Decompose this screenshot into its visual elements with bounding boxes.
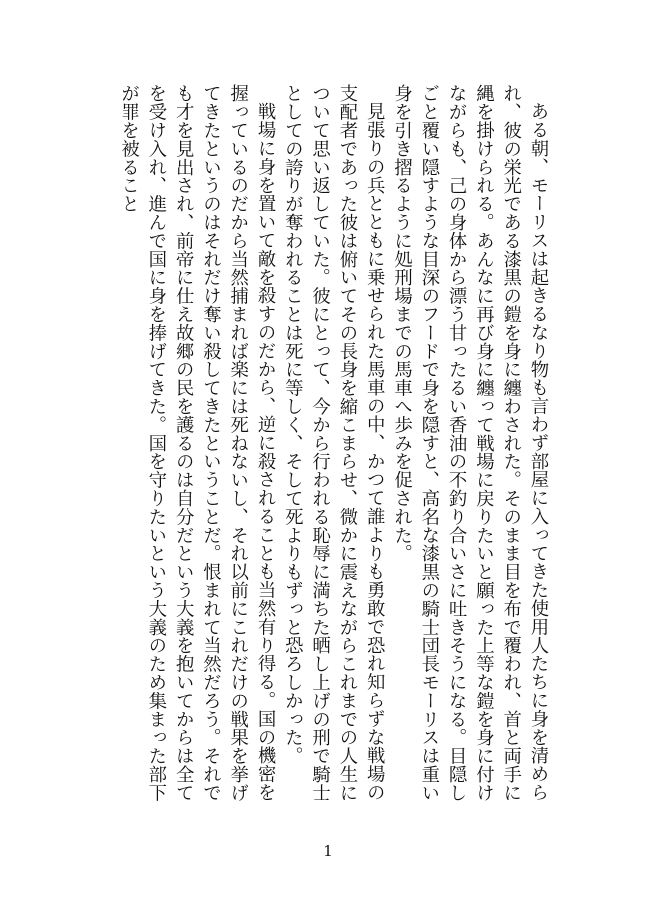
paragraph-morning-preparation: ある朝、モーリスは起きるなり物も言わず部屋に入ってきた使用人たちに身を清められ、彼の栄光である漆黒の鎧を身に纏わされた。そのまま目を布で覆われ、首と両手に縄を掛けられる。あんなに再び身に纏って戦場に戻りたいと願った上等な鎧を身に付けながらも、己の身体から漂う甘ったるい香油の不釣り合いさに吐きそうになる。目隠しごと覆い隠すような目深のフードで身を隠すと、高名な漆黒の騎士団長モーリスは重い身を引き摺るように処刑場までの馬車へ歩みを促された。 (391, 84, 549, 802)
page-number: 1 (323, 842, 333, 860)
paragraph-battlefield-resolve: 戦場に身を置いて敵を殺すのだから、逆に殺されることも当然有り得る。国の機密を握っているのだから当然捕まれば楽には死ねないし、それ以前にこれだけの戦果を挙げてきたというのはそれだけ奪い殺してきたということだ。恨まれて当然だろう。それでも才を見出され、前帝に仕え故郷の民を護るのは自分だという大義を抱いてからは全てを受け入れ、進んで国に身を捧げてきた。国を守りたいという大義のため集まった部下が罪を被ること (118, 84, 277, 802)
paragraph-carriage-reflection: 見張りの兵とともに乗せられた馬車の中、かつて誰よりも勇敢で恐れ知らずな戦場の支配者であった彼は俯いてその長身を縮こまらせ、微かに震えながらこれまでの人生について思い返していた。彼にとって、今から行われる恥辱に満ちた晒し上げの刑で騎士としての誇りが奪われることは死に等しく、そして死よりもずっと恐ろしかった。 (282, 84, 386, 802)
vertical-text-body (102, 84, 552, 806)
